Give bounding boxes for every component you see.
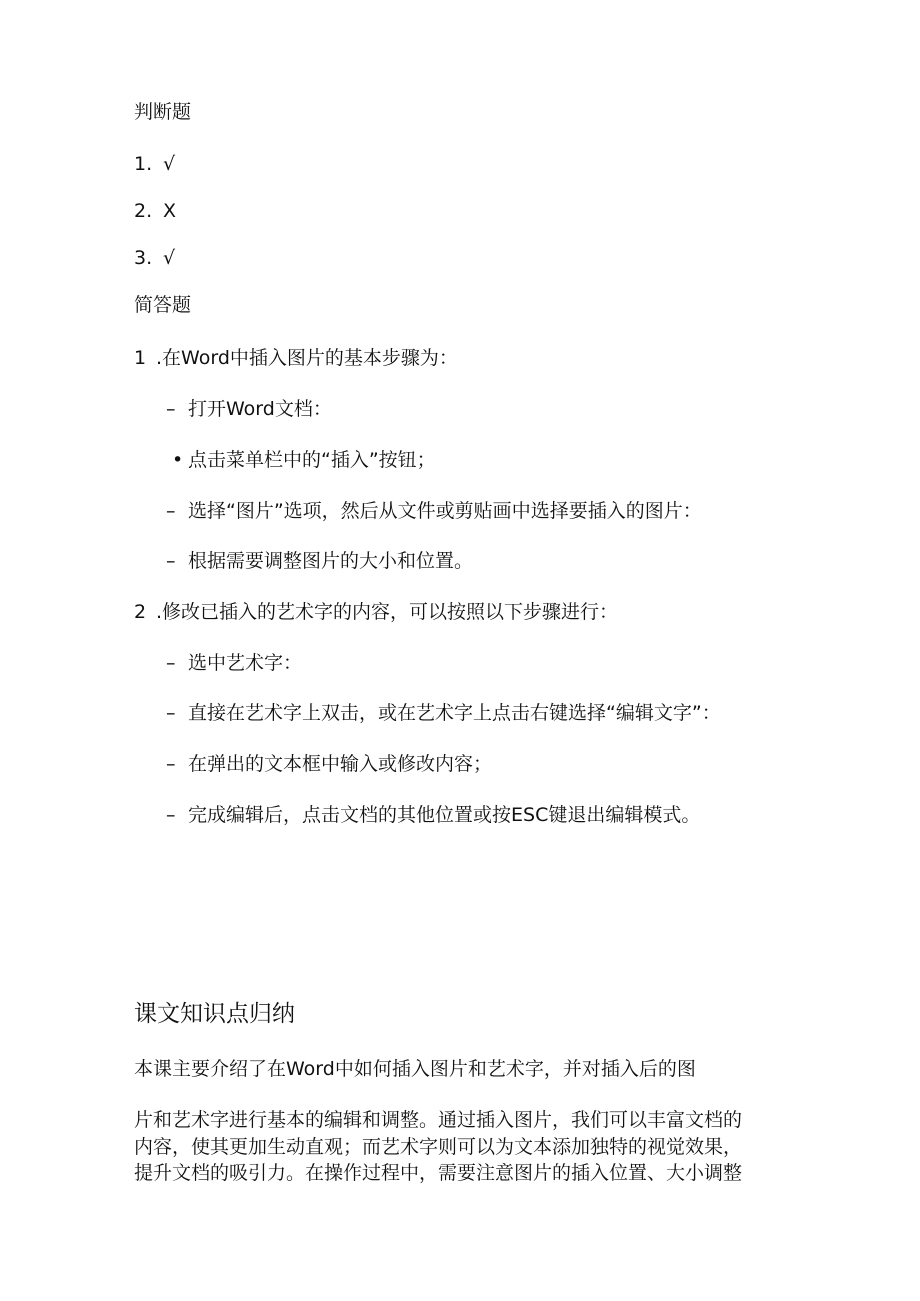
dash-marker: – [166,500,176,522]
question-1 [134,346,458,370]
short-answer-title: 简答题 [134,294,192,316]
judgment-item [134,152,175,176]
step-text: 完成编辑后，点击文档的其他位置或按ESC键退出编辑模式。 [188,804,701,826]
step-item [166,499,702,523]
step-text: 在弹出的文本框中输入或修改内容； [188,753,493,775]
question-number: 2 [134,601,147,623]
item-number: 2. [134,200,153,222]
step-text: 直接在艺术字上双击，或在艺术字上点击右键选择“编辑文字”： [188,702,721,724]
step-item [166,803,700,827]
question-number: 1 [134,347,147,369]
step-text: 选择“图片”选项，然后从文件或剪贴画中选择要插入的图片： [188,500,702,522]
step-text: 打开Word文档： [188,398,332,420]
dash-marker: – [166,753,176,775]
judgment-title: 判断题 [134,101,192,123]
answer-mark: √ [163,247,176,269]
summary-paragraph-line: 片和艺术字进行基本的编辑和调整。通过插入图片，我们可以丰富文档的 [134,1109,743,1131]
judgment-item [134,246,175,270]
dash-marker: – [166,702,176,724]
question-text: .修改已插入的艺术字的内容，可以按照以下步骤进行： [156,601,619,623]
step-item [166,752,492,776]
question-text: .在Word中插入图片的基本步骤为： [156,347,458,369]
summary-paragraph-line: 提升文档的吸引力。在操作过程中，需要注意图片的插入位置、大小调整 [134,1162,743,1184]
bullet-marker: • [172,449,184,471]
question-2 [134,600,618,624]
step-item [166,397,332,421]
summary-paragraph-line: 内容，使其更加生动直观；而艺术字则可以为文本添加独特的视觉效果， [134,1136,743,1158]
dash-marker: – [166,398,176,420]
answer-mark: X [163,200,177,222]
dash-marker: – [166,804,176,826]
dash-marker: – [166,652,176,674]
step-item [166,651,302,675]
step-item [172,448,436,472]
step-item [166,701,721,725]
summary-first-line: 本课主要介绍了在Word中如何插入图片和艺术字，并对插入后的图 [134,1058,696,1080]
answer-mark: √ [163,153,176,175]
item-number: 1. [134,153,153,175]
item-number: 3. [134,247,153,269]
step-item [166,549,473,573]
step-text: 点击菜单栏中的“插入”按钮； [188,449,436,471]
judgment-item [134,199,176,223]
summary-heading: 课文知识点归纳 [134,1001,295,1027]
step-text: 选中艺术字： [188,652,303,674]
dash-marker: – [166,550,176,572]
step-text: 根据需要调整图片的大小和位置。 [188,550,474,572]
